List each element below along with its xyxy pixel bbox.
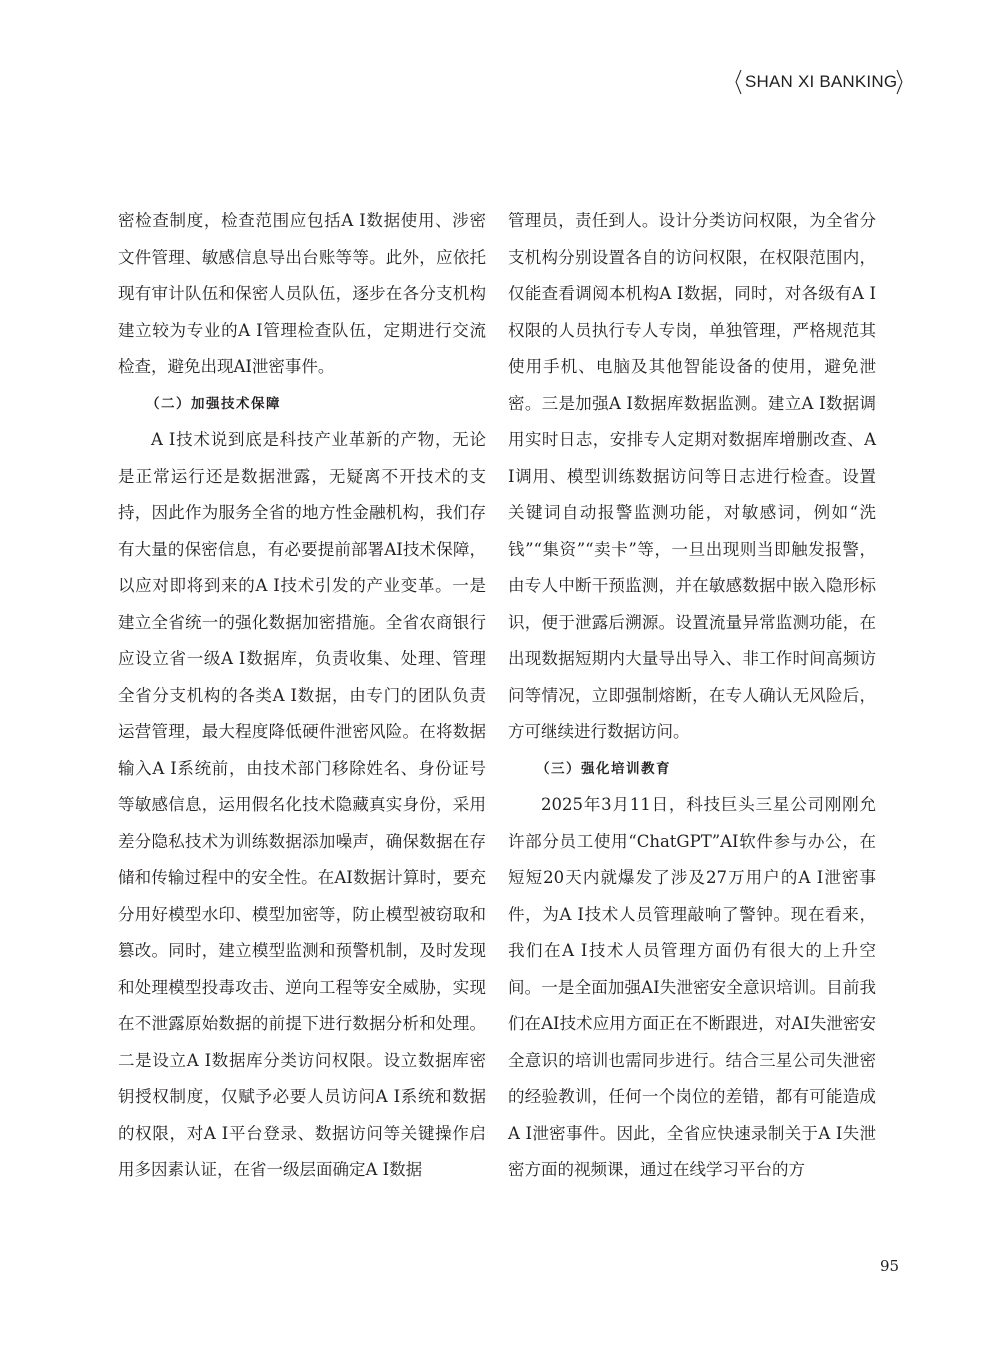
section-heading-2: （二）加强技术保障 — [146, 395, 281, 412]
left-column — [118, 203, 486, 1189]
running-title: SHAN XI BANKING — [745, 72, 898, 91]
right-paragraph-1: 管理员，责任到人。设计分类访问权限，为全省分支机构分别设置各自的访问权限，在权限范围内，仅能查看调阅本机构A I数据，同时，对各级有A I权限的人员执行专人专岗，单独管理，严格规范其使用手机、电脑及其他智能设备的使用，避免泄密。三是加强A I数据库数据监测。建立A I数据调用实时日志，安排专人定期对数据库增删改查、A I调用、模型训练数据访问等日志进行检查。设置关键词自动报警监测功能，对敏感词，例如“洗钱”“集资”“卖卡”等，一旦出现则当即触发报警，由专人中断干预监测，并在敏感数据中嵌入隐形标识，便于泄露后溯源。设置流量异常监测功能，在出现数据短期内大量导出导入、非工作时间高频访问等情况，立即强制熔断，在专人确认无风险后，方可继续进行数据访问。 — [508, 211, 876, 741]
section-heading-3: （三）强化培训教育 — [536, 760, 671, 777]
page-number: 95 — [880, 1257, 900, 1275]
right-column — [508, 203, 876, 1189]
left-paragraph-2: A I技术说到底是科技产业革新的产物，无论是正常运行还是数据泄露，无疑离不开技术的支持，因此作为服务全省的地方性金融机构，我们存有大量的保密信息，有必要提前部署AI技术保障，以应对即将到来的A I技术引发的产业变革。一是建立全省统一的强化数据加密措施。全省农商银行应设立省一级A I数据库，负责收集、处理、管理全省分支机构的各类A I数据，由专门的团队负责运营管理，最大程度降低硬件泄密风险。在将数据输入A I系统前，由技术部门移除姓名、身份证号等敏感信息，运用假名化技术隐藏真实身份，采用差分隐私技术为训练数据添加噪声，确保数据在存储和传输过程中的安全性。在AI数据计算时，要充分用好模型水印、模型加密等，防止模型被窃取和篡改。同时，建立模型监测和预警机制，及时发现和处理模型投毒攻击、逆向工程等安全威胁，实现在不泄露原始数据的前提下进行数据分析和处理。二是设立A I数据库分类访问权限。设立数据库密钥授权制度，仅赋予必要人员访问A I系统和数据的权限，对A I平台登录、数据访问等关键操作启用多因素认证，在省一级层面确定A I数据 — [118, 430, 486, 1179]
running-header — [735, 68, 903, 96]
right-paragraph-2: 2025年3月11日，科技巨头三星公司刚刚允许部分员工使用“ChatGPT”AI软件参与办公，在短短20天内就爆发了涉及27万用户的A I泄密事件，为A I技术人员管理敲响了警钟。现在看来，我们在A I技术人员管理方面仍有很大的上升空间。一是全面加强AI失泄密安全意识培训。目前我们在AI技术应用方面正在不断跟进，对AI失泄密安全意识的培训也需同步进行。结合三星公司失泄密的经验教训，任何一个岗位的差错，都有可能造成A I泄密事件。因此，全省应快速录制关于A I失泄密方面的视频课，通过在线学习平台的方 — [508, 795, 876, 1179]
left-paragraph-1: 密检查制度，检查范围应包括A I数据使用、涉密文件管理、敏感信息导出台账等等。此外，应依托现有审计队伍和保密人员队伍，逐步在各分支机构建立较为专业的A I管理检查队伍，定期进行交流检查，避免出现AI泄密事件。 — [118, 211, 486, 376]
